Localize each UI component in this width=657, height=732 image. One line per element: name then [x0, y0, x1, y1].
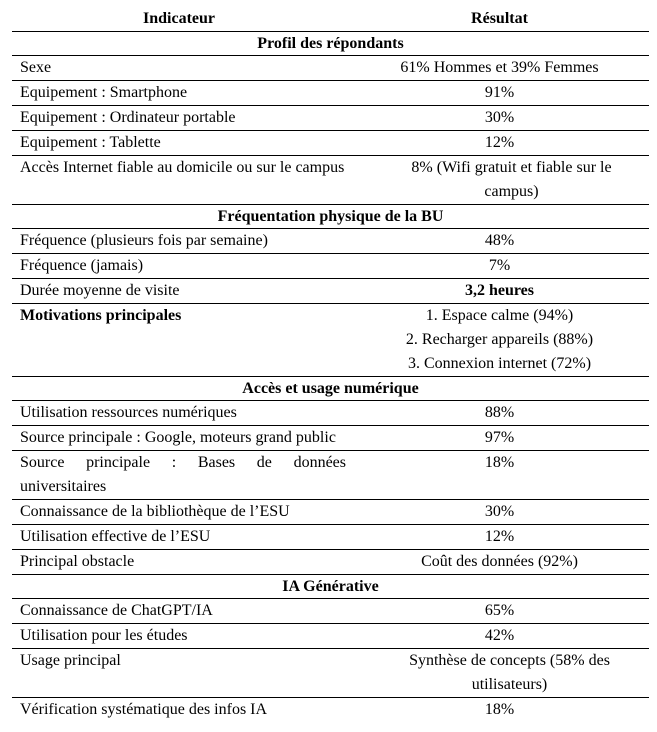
results-table [12, 7, 649, 722]
table-header-row [12, 7, 649, 32]
motivation-item: 3. Connexion internet (72%) [407, 355, 592, 372]
indicator-cell: Equipement : Smartphone [20, 84, 188, 101]
indicator-cell: Source principale : Bases de données universitaires [20, 454, 346, 495]
indicator-cell: Source principale : Google, moteurs grand public [20, 429, 336, 446]
table-row [12, 304, 649, 377]
table-row [12, 599, 649, 624]
indicator-cell: Fréquence (jamais) [20, 257, 144, 274]
table-row [12, 156, 649, 205]
result-cell: 18% [484, 701, 515, 718]
indicator-cell: Accès Internet fiable au domicile ou sur le campus [20, 159, 345, 176]
result-cell: 61% Hommes et 39% Femmes [400, 59, 599, 76]
table-row [12, 229, 649, 254]
result-cell: Coût des données (92%) [421, 553, 578, 570]
result-cell: 7% [488, 257, 511, 274]
table-row [12, 698, 649, 722]
result-cell: 91% [484, 84, 515, 101]
result-cell: 18% [484, 454, 515, 471]
motivation-item: 2. Recharger appareils (88%) [405, 331, 594, 348]
table-row [12, 550, 649, 575]
indicator-cell: Utilisation pour les études [20, 627, 188, 644]
header-result: Résultat [471, 10, 528, 27]
indicator-cell: Equipement : Ordinateur portable [20, 109, 236, 126]
result-cell: 12% [484, 528, 515, 545]
table-row [12, 131, 649, 156]
result-cell: 12% [484, 134, 515, 151]
indicator-cell: Connaissance de la bibliothèque de l’ESU [20, 503, 290, 520]
result-cell: 30% [484, 109, 515, 126]
result-cell: 42% [484, 627, 515, 644]
section-header-profil: Profil des répondants [12, 32, 649, 56]
result-cell: 97% [484, 429, 515, 446]
table-row [12, 56, 649, 81]
table-row [12, 81, 649, 106]
result-cell-list [350, 304, 649, 376]
indicator-cell: Usage principal [20, 652, 121, 669]
indicator-cell: Fréquence (plusieurs fois par semaine) [20, 232, 268, 249]
indicator-cell: Utilisation effective de l’ESU [20, 528, 211, 545]
result-cell: 65% [484, 602, 515, 619]
table-row [12, 279, 649, 304]
table-row [12, 525, 649, 550]
table-row [12, 451, 649, 500]
indicator-cell: Connaissance de ChatGPT/IA [20, 602, 213, 619]
indicator-cell: Durée moyenne de visite [20, 282, 180, 299]
result-cell: 8% (Wifi gratuit et fiable sur le campus) [411, 159, 612, 200]
table-row [12, 649, 649, 698]
table-row [12, 624, 649, 649]
header-indicator: Indicateur [143, 10, 215, 27]
indicator-cell: Equipement : Tablette [20, 134, 161, 151]
result-cell: 30% [484, 503, 515, 520]
indicator-cell: Principal obstacle [20, 553, 135, 570]
table-row [12, 254, 649, 279]
table-row [12, 106, 649, 131]
table-row [12, 500, 649, 525]
indicator-cell: Vérification systématique des infos IA [20, 701, 268, 718]
indicator-cell: Utilisation ressources numériques [20, 404, 237, 421]
section-header-ia-generative: IA Générative [12, 575, 649, 599]
table-row [12, 426, 649, 451]
section-header-frequentation: Fréquentation physique de la BU [12, 205, 649, 229]
result-cell: 3,2 heures [464, 282, 535, 299]
indicator-cell: Motivations principales [20, 307, 182, 324]
result-cell: 48% [484, 232, 515, 249]
result-cell: 88% [484, 404, 515, 421]
table-row [12, 401, 649, 426]
section-header-acces-numerique: Accès et usage numérique [12, 377, 649, 401]
motivation-item: 1. Espace calme (94%) [425, 307, 574, 324]
result-cell: Synthèse de concepts (58% des utilisateurs) [409, 652, 610, 693]
indicator-cell: Sexe [20, 59, 52, 76]
